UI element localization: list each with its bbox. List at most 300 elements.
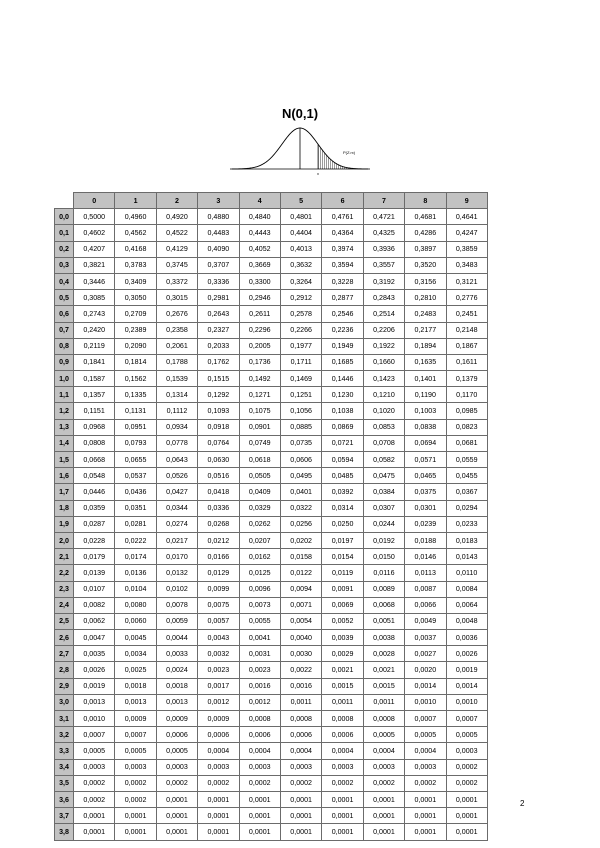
probability-cell: 0,0102 bbox=[156, 581, 197, 597]
probability-cell: 0,4840 bbox=[239, 209, 280, 225]
probability-cell: 0,0322 bbox=[280, 500, 321, 516]
probability-cell: 0,2327 bbox=[198, 322, 239, 338]
probability-cell: 0,1093 bbox=[198, 403, 239, 419]
probability-cell: 0,3372 bbox=[156, 273, 197, 289]
probability-cell: 0,0630 bbox=[198, 452, 239, 468]
probability-cell: 0,4602 bbox=[74, 225, 115, 241]
probability-cell: 0,1210 bbox=[363, 387, 404, 403]
row-header: 1,1 bbox=[55, 387, 74, 403]
probability-cell: 0,0367 bbox=[446, 484, 487, 500]
probability-cell: 0,0005 bbox=[446, 727, 487, 743]
shaded-tail-area bbox=[318, 144, 368, 169]
probability-cell: 0,0009 bbox=[115, 711, 156, 727]
probability-cell: 0,0003 bbox=[322, 759, 363, 775]
probability-cell: 0,0559 bbox=[446, 452, 487, 468]
probability-cell: 0,0002 bbox=[239, 775, 280, 791]
probability-cell: 0,0006 bbox=[280, 727, 321, 743]
probability-cell: 0,0052 bbox=[322, 613, 363, 629]
probability-cell: 0,0001 bbox=[363, 824, 404, 840]
probability-cell: 0,3783 bbox=[115, 257, 156, 273]
probability-cell: 0,0002 bbox=[280, 775, 321, 791]
probability-cell: 0,0119 bbox=[322, 565, 363, 581]
row-header: 3,7 bbox=[55, 808, 74, 824]
probability-cell: 0,0735 bbox=[280, 435, 321, 451]
probability-cell: 0,3121 bbox=[446, 273, 487, 289]
probability-cell: 0,0485 bbox=[322, 468, 363, 484]
probability-cell: 0,0001 bbox=[405, 824, 446, 840]
probability-cell: 0,0154 bbox=[322, 549, 363, 565]
table-row bbox=[55, 306, 488, 322]
probability-cell: 0,0006 bbox=[239, 727, 280, 743]
probability-cell: 0,3974 bbox=[322, 241, 363, 257]
probability-cell: 0,0002 bbox=[363, 775, 404, 791]
probability-cell: 0,2206 bbox=[363, 322, 404, 338]
probability-cell: 0,0793 bbox=[115, 435, 156, 451]
probability-cell: 0,0281 bbox=[115, 516, 156, 532]
probability-cell: 0,4443 bbox=[239, 225, 280, 241]
probability-cell: 0,0045 bbox=[115, 630, 156, 646]
probability-cell: 0,0066 bbox=[405, 597, 446, 613]
probability-cell: 0,0869 bbox=[322, 419, 363, 435]
probability-cell: 0,0010 bbox=[405, 694, 446, 710]
probability-cell: 0,0262 bbox=[239, 516, 280, 532]
probability-cell: 0,0505 bbox=[239, 468, 280, 484]
column-header: 9 bbox=[446, 193, 487, 209]
row-header: 2,6 bbox=[55, 630, 74, 646]
probability-cell: 0,0001 bbox=[322, 824, 363, 840]
probability-cell: 0,0749 bbox=[239, 435, 280, 451]
probability-cell: 0,0004 bbox=[405, 743, 446, 759]
probability-cell: 0,0681 bbox=[446, 435, 487, 451]
probability-cell: 0,0068 bbox=[363, 597, 404, 613]
probability-cell: 0,0001 bbox=[198, 808, 239, 824]
probability-cell: 0,0174 bbox=[115, 549, 156, 565]
probability-cell: 0,0080 bbox=[115, 597, 156, 613]
probability-cell: 0,3632 bbox=[280, 257, 321, 273]
probability-cell: 0,0885 bbox=[280, 419, 321, 435]
probability-cell: 0,0022 bbox=[280, 662, 321, 678]
probability-cell: 0,4404 bbox=[280, 225, 321, 241]
probability-cell: 0,0838 bbox=[405, 419, 446, 435]
probability-cell: 0,2843 bbox=[363, 290, 404, 306]
table-row bbox=[55, 371, 488, 387]
probability-cell: 0,3015 bbox=[156, 290, 197, 306]
probability-cell: 0,0001 bbox=[115, 808, 156, 824]
probability-cell: 0,2483 bbox=[405, 306, 446, 322]
column-header: 4 bbox=[239, 193, 280, 209]
table-row bbox=[55, 241, 488, 257]
probability-cell: 0,0136 bbox=[115, 565, 156, 581]
probability-cell: 0,2177 bbox=[405, 322, 446, 338]
probability-cell: 0,2451 bbox=[446, 306, 487, 322]
probability-cell: 0,3446 bbox=[74, 273, 115, 289]
probability-cell: 0,0013 bbox=[115, 694, 156, 710]
probability-cell: 0,0008 bbox=[363, 711, 404, 727]
probability-cell: 0,1357 bbox=[74, 387, 115, 403]
probability-cell: 0,1562 bbox=[115, 371, 156, 387]
probability-cell: 0,0594 bbox=[322, 452, 363, 468]
row-header: 1,4 bbox=[55, 435, 74, 451]
probability-cell: 0,0057 bbox=[198, 613, 239, 629]
probability-cell: 0,0256 bbox=[280, 516, 321, 532]
probability-cell: 0,0146 bbox=[405, 549, 446, 565]
probability-cell: 0,0005 bbox=[156, 743, 197, 759]
probability-cell: 0,0003 bbox=[156, 759, 197, 775]
table-row bbox=[55, 565, 488, 581]
probability-cell: 0,0005 bbox=[115, 743, 156, 759]
row-header: 0,7 bbox=[55, 322, 74, 338]
table-row bbox=[55, 549, 488, 565]
probability-cell: 0,1515 bbox=[198, 371, 239, 387]
probability-cell: 0,0064 bbox=[446, 597, 487, 613]
column-header-row bbox=[55, 193, 488, 209]
row-header: 0,0 bbox=[55, 209, 74, 225]
probability-cell: 0,0027 bbox=[405, 646, 446, 662]
table-row bbox=[55, 435, 488, 451]
probability-cell: 0,1977 bbox=[280, 338, 321, 354]
probability-cell: 0,2148 bbox=[446, 322, 487, 338]
probability-cell: 0,3050 bbox=[115, 290, 156, 306]
probability-cell: 0,0170 bbox=[156, 549, 197, 565]
probability-cell: 0,2296 bbox=[239, 322, 280, 338]
table-row bbox=[55, 452, 488, 468]
probability-cell: 0,0268 bbox=[198, 516, 239, 532]
probability-cell: 0,0192 bbox=[363, 532, 404, 548]
probability-cell: 0,1635 bbox=[405, 354, 446, 370]
row-header: 0,5 bbox=[55, 290, 74, 306]
table-row bbox=[55, 775, 488, 791]
probability-cell: 0,0025 bbox=[115, 662, 156, 678]
row-header: 3,5 bbox=[55, 775, 74, 791]
probability-cell: 0,0002 bbox=[446, 759, 487, 775]
probability-cell: 0,0125 bbox=[239, 565, 280, 581]
probability-cell: 0,2776 bbox=[446, 290, 487, 306]
probability-cell: 0,0003 bbox=[239, 759, 280, 775]
probability-cell: 0,1611 bbox=[446, 354, 487, 370]
probability-cell: 0,0019 bbox=[446, 662, 487, 678]
probability-cell: 0,2358 bbox=[156, 322, 197, 338]
column-header: 7 bbox=[363, 193, 404, 209]
probability-cell: 0,2643 bbox=[198, 306, 239, 322]
probability-cell: 0,0034 bbox=[115, 646, 156, 662]
probability-cell: 0,3520 bbox=[405, 257, 446, 273]
probability-cell: 0,0228 bbox=[74, 532, 115, 548]
row-header: 3,3 bbox=[55, 743, 74, 759]
probability-cell: 0,0495 bbox=[280, 468, 321, 484]
probability-cell: 0,4207 bbox=[74, 241, 115, 257]
table-row bbox=[55, 322, 488, 338]
probability-cell: 0,0016 bbox=[280, 678, 321, 694]
probability-cell: 0,4761 bbox=[322, 209, 363, 225]
probability-cell: 0,0002 bbox=[115, 791, 156, 807]
probability-cell: 0,0006 bbox=[322, 727, 363, 743]
probability-cell: 0,1492 bbox=[239, 371, 280, 387]
probability-cell: 0,2033 bbox=[198, 338, 239, 354]
table-row bbox=[55, 646, 488, 662]
probability-cell: 0,0001 bbox=[74, 808, 115, 824]
probability-cell: 0,2514 bbox=[363, 306, 404, 322]
probability-cell: 0,0668 bbox=[74, 452, 115, 468]
probability-cell: 0,0073 bbox=[239, 597, 280, 613]
probability-cell: 0,1056 bbox=[280, 403, 321, 419]
probability-cell: 0,2090 bbox=[115, 338, 156, 354]
probability-cell: 0,4129 bbox=[156, 241, 197, 257]
probability-cell: 0,0011 bbox=[322, 694, 363, 710]
probability-cell: 0,0005 bbox=[363, 727, 404, 743]
probability-cell: 0,0049 bbox=[405, 613, 446, 629]
probability-cell: 0,0307 bbox=[363, 500, 404, 516]
probability-cell: 0,0032 bbox=[198, 646, 239, 662]
row-header: 0,2 bbox=[55, 241, 74, 257]
table-row bbox=[55, 403, 488, 419]
probability-cell: 0,1271 bbox=[239, 387, 280, 403]
table-row bbox=[55, 808, 488, 824]
probability-cell: 0,0001 bbox=[363, 791, 404, 807]
row-header: 2,9 bbox=[55, 678, 74, 694]
row-header: 2,4 bbox=[55, 597, 74, 613]
row-header: 2,2 bbox=[55, 565, 74, 581]
probability-cell: 0,3409 bbox=[115, 273, 156, 289]
probability-cell: 0,0015 bbox=[322, 678, 363, 694]
probability-cell: 0,0044 bbox=[156, 630, 197, 646]
probability-cell: 0,3336 bbox=[198, 273, 239, 289]
probability-cell: 0,1469 bbox=[280, 371, 321, 387]
probability-cell: 0,4562 bbox=[115, 225, 156, 241]
probability-cell: 0,0029 bbox=[322, 646, 363, 662]
probability-cell: 0,0455 bbox=[446, 468, 487, 484]
probability-cell: 0,0002 bbox=[74, 775, 115, 791]
probability-cell: 0,0055 bbox=[239, 613, 280, 629]
table-row bbox=[55, 743, 488, 759]
probability-cell: 0,1170 bbox=[446, 387, 487, 403]
probability-cell: 0,0039 bbox=[322, 630, 363, 646]
probability-cell: 0,0008 bbox=[280, 711, 321, 727]
probability-cell: 0,1660 bbox=[363, 354, 404, 370]
probability-cell: 0,2946 bbox=[239, 290, 280, 306]
probability-cell: 0,2061 bbox=[156, 338, 197, 354]
probability-cell: 0,0001 bbox=[322, 808, 363, 824]
probability-cell: 0,0004 bbox=[198, 743, 239, 759]
probability-cell: 0,0016 bbox=[239, 678, 280, 694]
probability-cell: 0,0110 bbox=[446, 565, 487, 581]
probability-cell: 0,0051 bbox=[363, 613, 404, 629]
probability-cell: 0,0004 bbox=[363, 743, 404, 759]
probability-cell: 0,0239 bbox=[405, 516, 446, 532]
probability-cell: 0,2420 bbox=[74, 322, 115, 338]
probability-cell: 0,0116 bbox=[363, 565, 404, 581]
probability-cell: 0,0001 bbox=[363, 808, 404, 824]
probability-cell: 0,0475 bbox=[363, 468, 404, 484]
probability-cell: 0,0026 bbox=[446, 646, 487, 662]
row-header: 0,9 bbox=[55, 354, 74, 370]
probability-cell: 0,0934 bbox=[156, 419, 197, 435]
probability-cell: 0,3936 bbox=[363, 241, 404, 257]
probability-cell: 0,2005 bbox=[239, 338, 280, 354]
probability-cell: 0,0122 bbox=[280, 565, 321, 581]
probability-cell: 0,0582 bbox=[363, 452, 404, 468]
probability-cell: 0,1379 bbox=[446, 371, 487, 387]
probability-cell: 0,0162 bbox=[239, 549, 280, 565]
probability-cell: 0,0207 bbox=[239, 532, 280, 548]
table-row bbox=[55, 290, 488, 306]
probability-cell: 0,0006 bbox=[198, 727, 239, 743]
probability-cell: 0,0001 bbox=[280, 824, 321, 840]
probability-cell: 0,0179 bbox=[74, 549, 115, 565]
probability-cell: 0,3557 bbox=[363, 257, 404, 273]
row-header: 0,4 bbox=[55, 273, 74, 289]
probability-cell: 0,0001 bbox=[446, 791, 487, 807]
row-header: 0,3 bbox=[55, 257, 74, 273]
probability-cell: 0,0018 bbox=[156, 678, 197, 694]
probability-cell: 0,1075 bbox=[239, 403, 280, 419]
page-number: 2 bbox=[520, 799, 525, 808]
column-header: 1 bbox=[115, 193, 156, 209]
probability-cell: 0,0026 bbox=[74, 662, 115, 678]
probability-cell: 0,3897 bbox=[405, 241, 446, 257]
corner-cell bbox=[55, 193, 74, 209]
row-header: 3,2 bbox=[55, 727, 74, 743]
probability-cell: 0,0003 bbox=[74, 759, 115, 775]
probability-cell: 0,0002 bbox=[198, 775, 239, 791]
probability-cell: 0,0465 bbox=[405, 468, 446, 484]
probability-cell: 0,0020 bbox=[405, 662, 446, 678]
probability-cell: 0,4483 bbox=[198, 225, 239, 241]
table-row bbox=[55, 613, 488, 629]
probability-cell: 0,0301 bbox=[405, 500, 446, 516]
probability-cell: 0,0294 bbox=[446, 500, 487, 516]
probability-cell: 0,4090 bbox=[198, 241, 239, 257]
probability-cell: 0,1867 bbox=[446, 338, 487, 354]
probability-cell: 0,0011 bbox=[280, 694, 321, 710]
probability-cell: 0,0244 bbox=[363, 516, 404, 532]
probability-cell: 0,0062 bbox=[74, 613, 115, 629]
probability-cell: 0,5000 bbox=[74, 209, 115, 225]
probability-cell: 0,0001 bbox=[280, 791, 321, 807]
row-header: 0,1 bbox=[55, 225, 74, 241]
column-header: 6 bbox=[322, 193, 363, 209]
probability-cell: 0,4168 bbox=[115, 241, 156, 257]
probability-cell: 0,2877 bbox=[322, 290, 363, 306]
x-label: x bbox=[317, 171, 319, 176]
row-header: 3,1 bbox=[55, 711, 74, 727]
probability-cell: 0,0030 bbox=[280, 646, 321, 662]
probability-cell: 0,4325 bbox=[363, 225, 404, 241]
probability-cell: 0,0001 bbox=[156, 808, 197, 824]
probability-cell: 0,0436 bbox=[115, 484, 156, 500]
probability-cell: 0,0001 bbox=[74, 824, 115, 840]
table-row bbox=[55, 354, 488, 370]
probability-cell: 0,0037 bbox=[405, 630, 446, 646]
probability-cell: 0,0021 bbox=[322, 662, 363, 678]
probability-cell: 0,1131 bbox=[115, 403, 156, 419]
probability-cell: 0,0075 bbox=[198, 597, 239, 613]
probability-cell: 0,0002 bbox=[322, 775, 363, 791]
probability-cell: 0,3821 bbox=[74, 257, 115, 273]
table-row bbox=[55, 791, 488, 807]
probability-cell: 0,3156 bbox=[405, 273, 446, 289]
probability-cell: 0,0287 bbox=[74, 516, 115, 532]
probability-cell: 0,1038 bbox=[322, 403, 363, 419]
probability-cell: 0,0028 bbox=[363, 646, 404, 662]
page-title: N(0,1) bbox=[281, 106, 319, 121]
probability-cell: 0,0384 bbox=[363, 484, 404, 500]
probability-cell: 0,0001 bbox=[446, 824, 487, 840]
probability-cell: 0,0250 bbox=[322, 516, 363, 532]
probability-cell: 0,0222 bbox=[115, 532, 156, 548]
probability-cell: 0,3085 bbox=[74, 290, 115, 306]
probability-cell: 0,0314 bbox=[322, 500, 363, 516]
probability-cell: 0,4013 bbox=[280, 241, 321, 257]
probability-cell: 0,1587 bbox=[74, 371, 115, 387]
probability-cell: 0,0005 bbox=[405, 727, 446, 743]
row-header: 3,8 bbox=[55, 824, 74, 840]
probability-cell: 0,0107 bbox=[74, 581, 115, 597]
probability-cell: 0,0078 bbox=[156, 597, 197, 613]
row-header: 1,3 bbox=[55, 419, 74, 435]
row-header: 1,8 bbox=[55, 500, 74, 516]
probability-cell: 0,1788 bbox=[156, 354, 197, 370]
probability-cell: 0,0040 bbox=[280, 630, 321, 646]
table-row bbox=[55, 727, 488, 743]
row-header: 2,3 bbox=[55, 581, 74, 597]
probability-cell: 0,2236 bbox=[322, 322, 363, 338]
table-row bbox=[55, 468, 488, 484]
row-header: 2,8 bbox=[55, 662, 74, 678]
probability-cell: 0,0001 bbox=[156, 824, 197, 840]
probability-cell: 0,0006 bbox=[156, 727, 197, 743]
row-header: 2,5 bbox=[55, 613, 74, 629]
probability-cell: 0,0001 bbox=[198, 791, 239, 807]
probability-cell: 0,0001 bbox=[405, 791, 446, 807]
probability-cell: 0,0003 bbox=[280, 759, 321, 775]
probability-cell: 0,1736 bbox=[239, 354, 280, 370]
table-row bbox=[55, 694, 488, 710]
table-row bbox=[55, 597, 488, 613]
column-header: 0 bbox=[74, 193, 115, 209]
probability-cell: 0,3745 bbox=[156, 257, 197, 273]
probability-cell: 0,1401 bbox=[405, 371, 446, 387]
probability-cell: 0,0003 bbox=[198, 759, 239, 775]
probability-cell: 0,4801 bbox=[280, 209, 321, 225]
probability-cell: 0,0708 bbox=[363, 435, 404, 451]
probability-cell: 0,0968 bbox=[74, 419, 115, 435]
probability-cell: 0,0089 bbox=[363, 581, 404, 597]
probability-cell: 0,0094 bbox=[280, 581, 321, 597]
row-header: 1,5 bbox=[55, 452, 74, 468]
probability-cell: 0,1949 bbox=[322, 338, 363, 354]
probability-cell: 0,0091 bbox=[322, 581, 363, 597]
probability-cell: 0,0197 bbox=[322, 532, 363, 548]
probability-cell: 0,4960 bbox=[115, 209, 156, 225]
probability-cell: 0,0001 bbox=[239, 808, 280, 824]
probability-cell: 0,1539 bbox=[156, 371, 197, 387]
probability-cell: 0,2266 bbox=[280, 322, 321, 338]
table-row bbox=[55, 516, 488, 532]
probability-cell: 0,1314 bbox=[156, 387, 197, 403]
table-row bbox=[55, 500, 488, 516]
probability-cell: 0,0336 bbox=[198, 500, 239, 516]
probability-cell: 0,0002 bbox=[405, 775, 446, 791]
probability-cell: 0,1112 bbox=[156, 403, 197, 419]
row-header: 1,2 bbox=[55, 403, 74, 419]
table-row bbox=[55, 711, 488, 727]
table-row bbox=[55, 484, 488, 500]
probability-cell: 0,0526 bbox=[156, 468, 197, 484]
probability-cell: 0,0001 bbox=[239, 824, 280, 840]
probability-cell: 0,1190 bbox=[405, 387, 446, 403]
probability-cell: 0,4522 bbox=[156, 225, 197, 241]
probability-cell: 0,0233 bbox=[446, 516, 487, 532]
